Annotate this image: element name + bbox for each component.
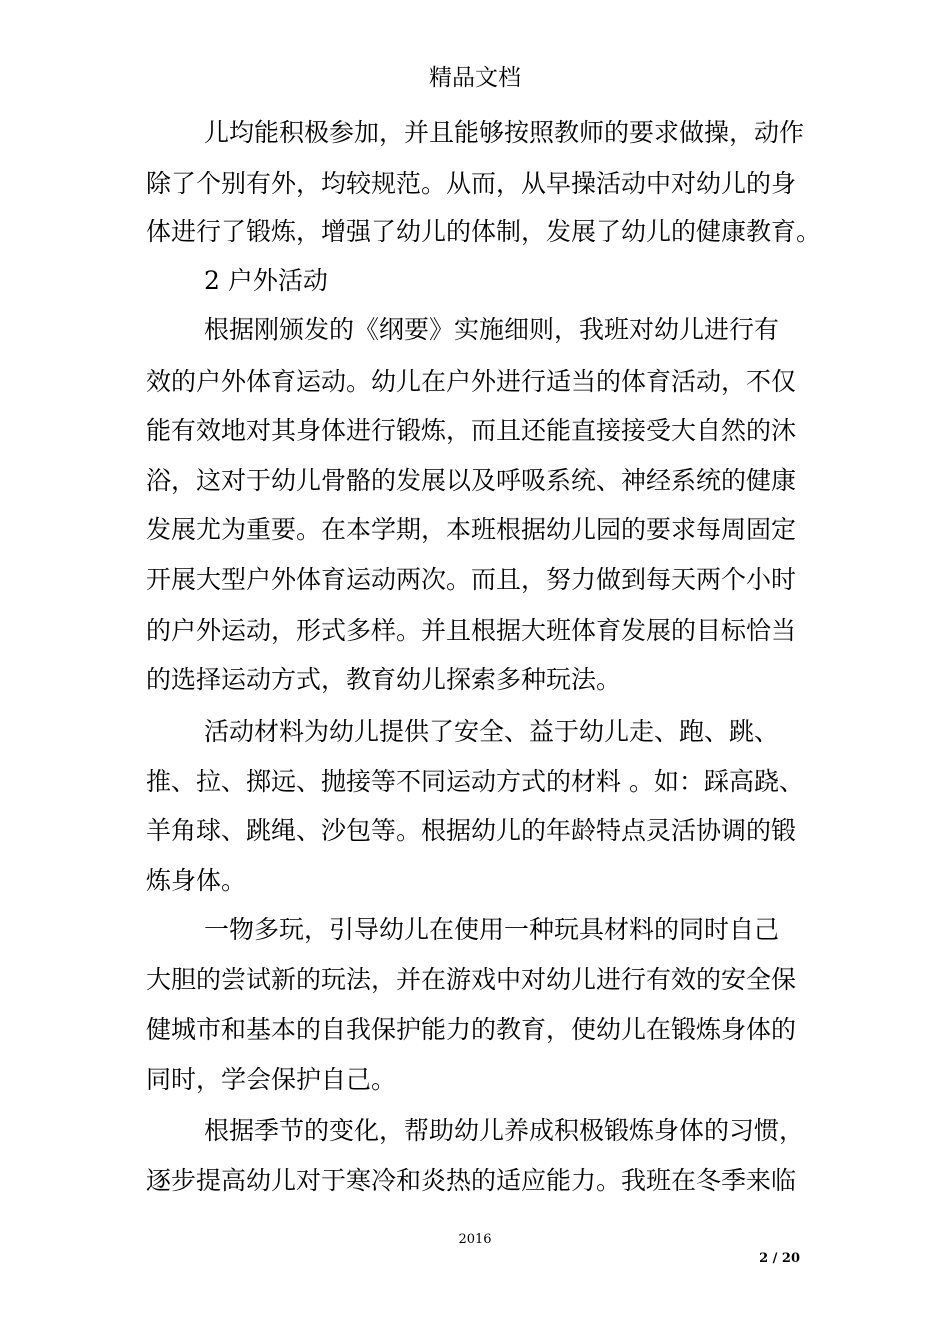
paragraph-line: 活动材料为幼儿提供了安全、益于幼儿走、跑、跳、: [204, 717, 780, 746]
paragraph-line: 根据刚颁发的《纲要》实施细则，我班对幼儿进行有: [204, 315, 780, 344]
section-heading: 2 户外活动: [204, 266, 328, 295]
paragraph-line: 一物多玩，引导幼儿在使用一种玩具材料的同时自己: [204, 915, 780, 944]
paragraph-line: 同时，学会保护自己。: [146, 1065, 397, 1094]
paragraph-line: 能有效地对其身体进行锻炼，而且还能直接接受大自然的沐: [146, 416, 797, 445]
paragraph-line: 儿均能积极参加，并且能够按照教师的要求做操，动作: [204, 118, 805, 147]
paragraph-line: 推、拉、掷远、抛接等不同运动方式的材料 。如：踩高跷、: [146, 767, 804, 796]
footer-year: 2016: [458, 1232, 492, 1247]
paragraph-line: 除了个别有外，均较规范。从而，从早操活动中对幼儿的身: [146, 169, 797, 198]
paragraph-line: 炼身体。: [146, 866, 247, 895]
page-header-title: 精品文档: [429, 65, 521, 91]
paragraph-line: 体进行了锻炼，增强了幼儿的体制，发展了幼儿的健康教育。: [146, 217, 822, 246]
paragraph-line: 大胆的尝试新的玩法，并在游戏中对幼儿进行有效的安全保: [146, 965, 797, 994]
paragraph-line: 效的户外体育运动。幼儿在户外进行适当的体育活动，不仅: [146, 367, 797, 396]
paragraph-line: 逐步提高幼儿对于寒冷和炎热的适应能力。我班在冬季来临: [146, 1166, 797, 1195]
page-number: 2 / 20: [759, 1251, 800, 1266]
paragraph-line: 羊角球、跳绳、沙包等。根据幼儿的年龄特点灵活协调的锻: [146, 816, 797, 845]
paragraph-line: 浴，这对于幼儿骨骼的发展以及呼吸系统、神经系统的健康: [146, 466, 797, 495]
paragraph-line: 根据季节的变化，帮助幼儿养成积极锻炼身体的习惯，: [204, 1116, 805, 1145]
paragraph-line: 健城市和基本的自我保护能力的教育，使幼儿在锻炼身体的: [146, 1015, 797, 1044]
paragraph-line: 的选择运动方式，教育幼儿探索多种玩法。: [146, 665, 622, 694]
paragraph-line: 发展尤为重要。在本学期，本班根据幼儿园的要求每周固定: [146, 515, 797, 544]
paragraph-line: 开展大型户外体育运动两次。而且，努力做到每天两个小时: [146, 565, 797, 594]
paragraph-line: 的户外运动，形式多样。并且根据大班体育发展的目标恰当: [146, 616, 797, 645]
